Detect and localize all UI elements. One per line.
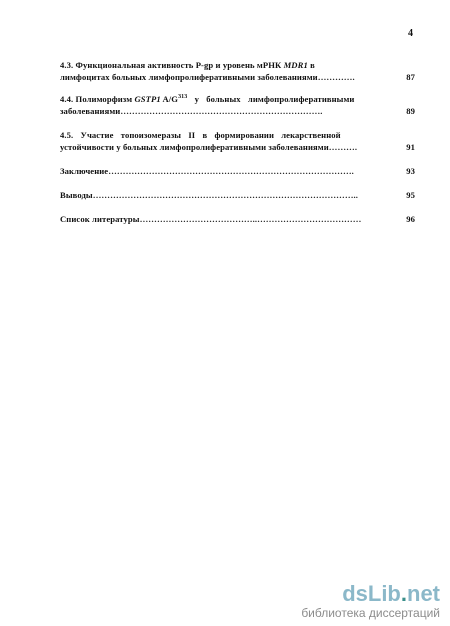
- toc-text-segment: 4.4. Полиморфизм: [60, 94, 135, 104]
- toc-entry-4-5[interactable]: [60, 129, 415, 153]
- dslib-logo: [301, 582, 440, 606]
- toc-line: устойчивости у больных лимфопролиферативными заболеваниями……….: [60, 142, 358, 152]
- toc-line: лимфоцитах больных лимфопролиферативными заболеваниями………….: [60, 72, 355, 82]
- toc-page-number: 91: [406, 142, 415, 152]
- page-number: 4: [408, 28, 413, 39]
- toc-text-segment: у больных лимфопролиферативными: [187, 94, 355, 104]
- toc-text-segment: 4.3. Функциональная активность P-gp и уровень мРНК: [60, 60, 284, 70]
- table-of-contents: [60, 59, 415, 225]
- toc-entry-text: [60, 93, 415, 117]
- gene-name: GSTP1: [134, 94, 161, 104]
- toc-entry-text: [60, 59, 415, 83]
- toc-line: [60, 59, 393, 71]
- toc-text-segment: A/G: [160, 94, 179, 104]
- superscript: 313: [178, 94, 188, 100]
- toc-entry-conclusion[interactable]: [60, 165, 415, 177]
- toc-line: Заключение………………………………………………………………………….: [60, 166, 354, 176]
- toc-entry-4-3[interactable]: [60, 59, 415, 83]
- toc-entry-text: [60, 165, 415, 177]
- toc-page-number: 89: [406, 106, 415, 116]
- toc-text-segment: в: [307, 60, 315, 70]
- toc-entry-text: [60, 213, 415, 225]
- logo-main: dsLib: [342, 581, 401, 606]
- watermark-tagline: библиотека диссертаций: [301, 606, 440, 620]
- toc-line: Список литературы…………………………………..………………………………: [60, 214, 362, 224]
- dslib-watermark: [301, 582, 440, 620]
- toc-entry-findings[interactable]: [60, 189, 415, 201]
- toc-entry-references[interactable]: [60, 213, 415, 225]
- gene-name: MDR1: [283, 60, 308, 70]
- logo-dot: .: [400, 581, 407, 606]
- logo-end: net: [407, 581, 440, 606]
- toc-line: заболеваниями…………………………………………………………….: [60, 106, 323, 116]
- toc-line: 4.5. Участие топоизомеразы II в формировании лекарственной: [60, 130, 341, 140]
- toc-line: Выводы………………………………………………………………………………..: [60, 190, 359, 200]
- toc-entry-text: [60, 189, 415, 201]
- toc-page-number: 93: [406, 166, 415, 176]
- toc-page-number: 96: [406, 214, 415, 224]
- toc-line: [60, 93, 393, 105]
- toc-page-number: 95: [406, 190, 415, 200]
- toc-entry-4-4[interactable]: [60, 93, 415, 117]
- toc-page-number: 87: [406, 72, 415, 82]
- toc-entry-text: [60, 129, 415, 153]
